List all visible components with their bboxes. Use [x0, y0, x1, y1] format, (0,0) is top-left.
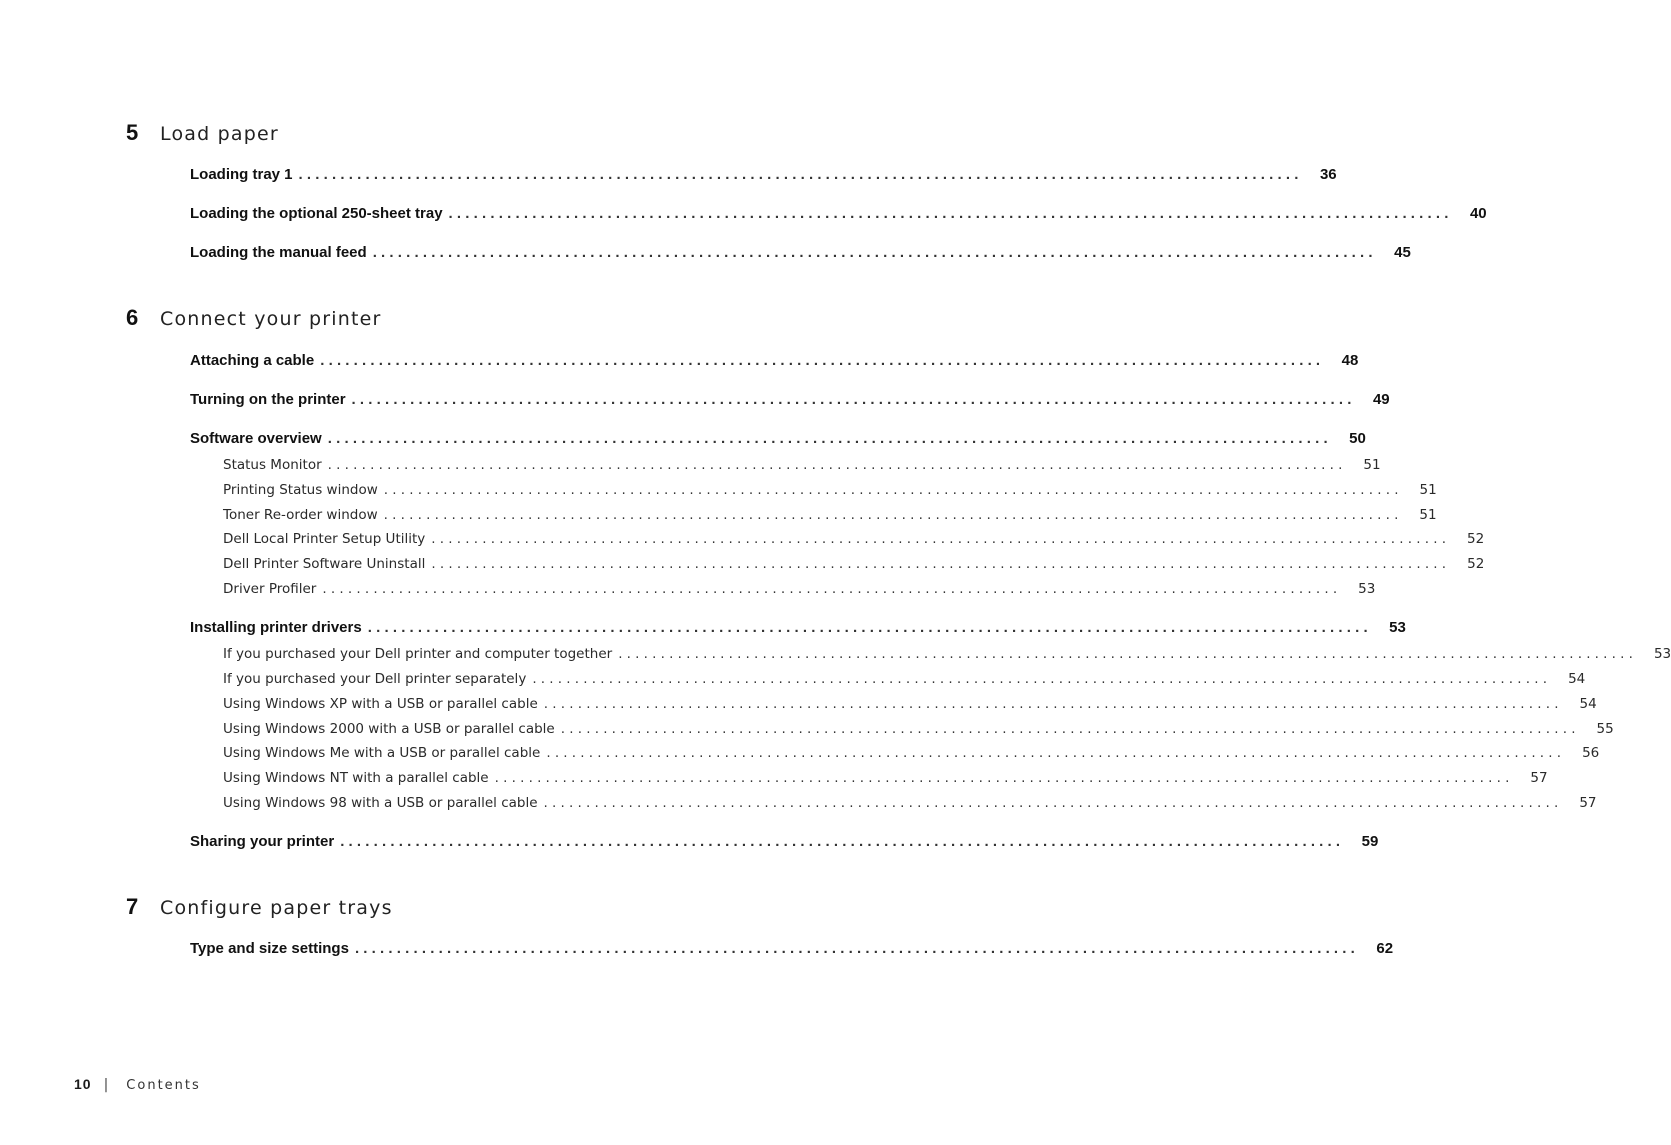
- chapter-title: Connect your printer: [160, 308, 382, 330]
- toc-entry-page: 52: [1467, 556, 1485, 572]
- toc-entry-label: Loading tray 1: [190, 166, 293, 183]
- toc-entry-page: 40: [1469, 205, 1487, 222]
- toc-entry-page: 49: [1372, 391, 1390, 408]
- dot-leader: ........................................................................................................................: [560, 721, 1580, 737]
- dot-leader: ........................................................................................................................: [327, 430, 1332, 447]
- toc-subentry[interactable]: [223, 581, 1376, 601]
- toc-entry-page: 62: [1376, 940, 1394, 957]
- chapter-title: Configure paper trays: [160, 897, 393, 919]
- dot-leader: ........................................................................................................................: [327, 457, 1347, 473]
- dot-leader: ........................................................................................................................: [431, 531, 1451, 547]
- dot-leader: ........................................................................................................................: [532, 671, 1552, 687]
- dot-leader: ........................................................................................................................: [298, 166, 1303, 183]
- toc-entry-label: Using Windows 2000 with a USB or parallel cable: [223, 721, 555, 737]
- toc-subentry[interactable]: [223, 531, 1485, 551]
- dot-leader: ........................................................................................................................: [320, 352, 1325, 369]
- toc-entry[interactable]: [190, 244, 1411, 264]
- toc-entry[interactable]: [190, 166, 1337, 186]
- dot-leader: ........................................................................................................................: [543, 696, 1563, 712]
- toc-subentry[interactable]: [223, 671, 1586, 691]
- footer-separator: |: [103, 1077, 109, 1093]
- toc-subentry[interactable]: [223, 482, 1437, 502]
- chapter-heading: [126, 120, 279, 146]
- dot-leader: ........................................................................................................................: [351, 391, 1356, 408]
- chapter-title: Load paper: [160, 123, 279, 145]
- toc-subentry[interactable]: [223, 556, 1485, 576]
- toc-subentry[interactable]: [223, 646, 1671, 666]
- chapter-number: 5: [126, 120, 139, 145]
- toc-subentry[interactable]: [223, 696, 1597, 716]
- toc-entry-label: Type and size settings: [190, 940, 349, 957]
- toc-entry-page: 53: [1653, 646, 1671, 662]
- toc-entry-page: 52: [1467, 531, 1485, 547]
- dot-leader: ........................................................................................................................: [322, 581, 1342, 597]
- toc-entry[interactable]: [190, 940, 1394, 960]
- toc-entry-label: Loading the optional 250-sheet tray: [190, 205, 443, 222]
- toc-entry-page: 51: [1419, 482, 1437, 498]
- dot-leader: ........................................................................................................................: [383, 507, 1403, 523]
- toc-entry[interactable]: [190, 833, 1379, 853]
- footer-section-label: Contents: [126, 1078, 201, 1093]
- toc-entry[interactable]: [190, 619, 1406, 639]
- toc-entry-page: 57: [1530, 770, 1548, 786]
- dot-leader: ........................................................................................................................: [340, 833, 1345, 850]
- toc-entry-label: Using Windows 98 with a USB or parallel cable: [223, 795, 538, 811]
- toc-entry-label: If you purchased your Dell printer and computer together: [223, 646, 613, 662]
- toc-entry-label: Attaching a cable: [190, 352, 315, 369]
- toc-entry-label: Using Windows NT with a parallel cable: [223, 770, 489, 786]
- toc-entry-label: Toner Re-order window: [223, 507, 378, 523]
- toc-entry-page: 59: [1361, 833, 1379, 850]
- page-number: 10: [74, 1076, 92, 1092]
- toc-subentry[interactable]: [223, 795, 1597, 815]
- toc-entry-page: 45: [1394, 244, 1411, 261]
- toc-entry-page: 36: [1319, 166, 1337, 183]
- toc-entry[interactable]: [190, 205, 1487, 225]
- chapter-heading: [126, 305, 382, 331]
- dot-leader: ........................................................................................................................: [354, 940, 1360, 957]
- dot-leader: ........................................................................................................................: [448, 205, 1453, 222]
- toc-entry[interactable]: [190, 352, 1359, 372]
- dot-leader: ........................................................................................................................: [367, 619, 1372, 636]
- toc-entry-label: Driver Profiler: [223, 581, 317, 597]
- page-footer: [74, 1076, 201, 1093]
- toc-subentry[interactable]: [223, 721, 1614, 741]
- toc-entry-label: Sharing your printer: [190, 833, 335, 850]
- chapter-heading: [126, 894, 393, 920]
- toc-entry-label: Printing Status window: [223, 482, 378, 498]
- toc-entry-label: If you purchased your Dell printer separately: [223, 671, 527, 687]
- toc-entry-label: Using Windows Me with a USB or parallel cable: [223, 745, 541, 761]
- toc-entry-page: 53: [1358, 581, 1376, 597]
- toc-entry-label: Dell Local Printer Setup Utility: [223, 531, 426, 547]
- toc-entry-page: 57: [1579, 795, 1597, 811]
- toc-entry-label: Dell Printer Software Uninstall: [223, 556, 426, 572]
- toc-entry-page: 51: [1363, 457, 1381, 473]
- toc-entry-label: Software overview: [190, 430, 322, 447]
- toc-entry-page: 51: [1419, 507, 1437, 523]
- dot-leader: ........................................................................................................................: [546, 745, 1566, 761]
- toc-entry-page: 55: [1596, 721, 1614, 737]
- toc-entry-page: 54: [1568, 671, 1586, 687]
- toc-entry[interactable]: [190, 430, 1366, 450]
- toc-entry-page: 54: [1579, 696, 1597, 712]
- toc-entry-label: Using Windows XP with a USB or parallel cable: [223, 696, 538, 712]
- dot-leader: ........................................................................................................................: [383, 482, 1403, 498]
- dot-leader: ........................................................................................................................: [618, 646, 1638, 662]
- chapter-number: 7: [126, 894, 139, 919]
- toc-entry-label: Loading the manual feed: [190, 244, 367, 261]
- toc-entry-page: 56: [1582, 745, 1600, 761]
- dot-leader: ........................................................................................................................: [372, 244, 1377, 261]
- toc-entry-page: 50: [1349, 430, 1366, 447]
- toc-entry-page: 48: [1341, 352, 1359, 369]
- toc-entry-label: Status Monitor: [223, 457, 322, 473]
- toc-entry-label: Installing printer drivers: [190, 619, 362, 636]
- toc-entry-page: 53: [1389, 619, 1406, 636]
- toc-subentry[interactable]: [223, 507, 1437, 527]
- dot-leader: ........................................................................................................................: [494, 770, 1514, 786]
- dot-leader: ........................................................................................................................: [431, 556, 1451, 572]
- toc-entry[interactable]: [190, 391, 1390, 411]
- toc-subentry[interactable]: [223, 745, 1600, 765]
- chapter-number: 6: [126, 305, 139, 330]
- toc-subentry[interactable]: [223, 770, 1548, 790]
- dot-leader: ........................................................................................................................: [543, 795, 1563, 811]
- toc-entry-label: Turning on the printer: [190, 391, 346, 408]
- toc-subentry[interactable]: [223, 457, 1381, 477]
